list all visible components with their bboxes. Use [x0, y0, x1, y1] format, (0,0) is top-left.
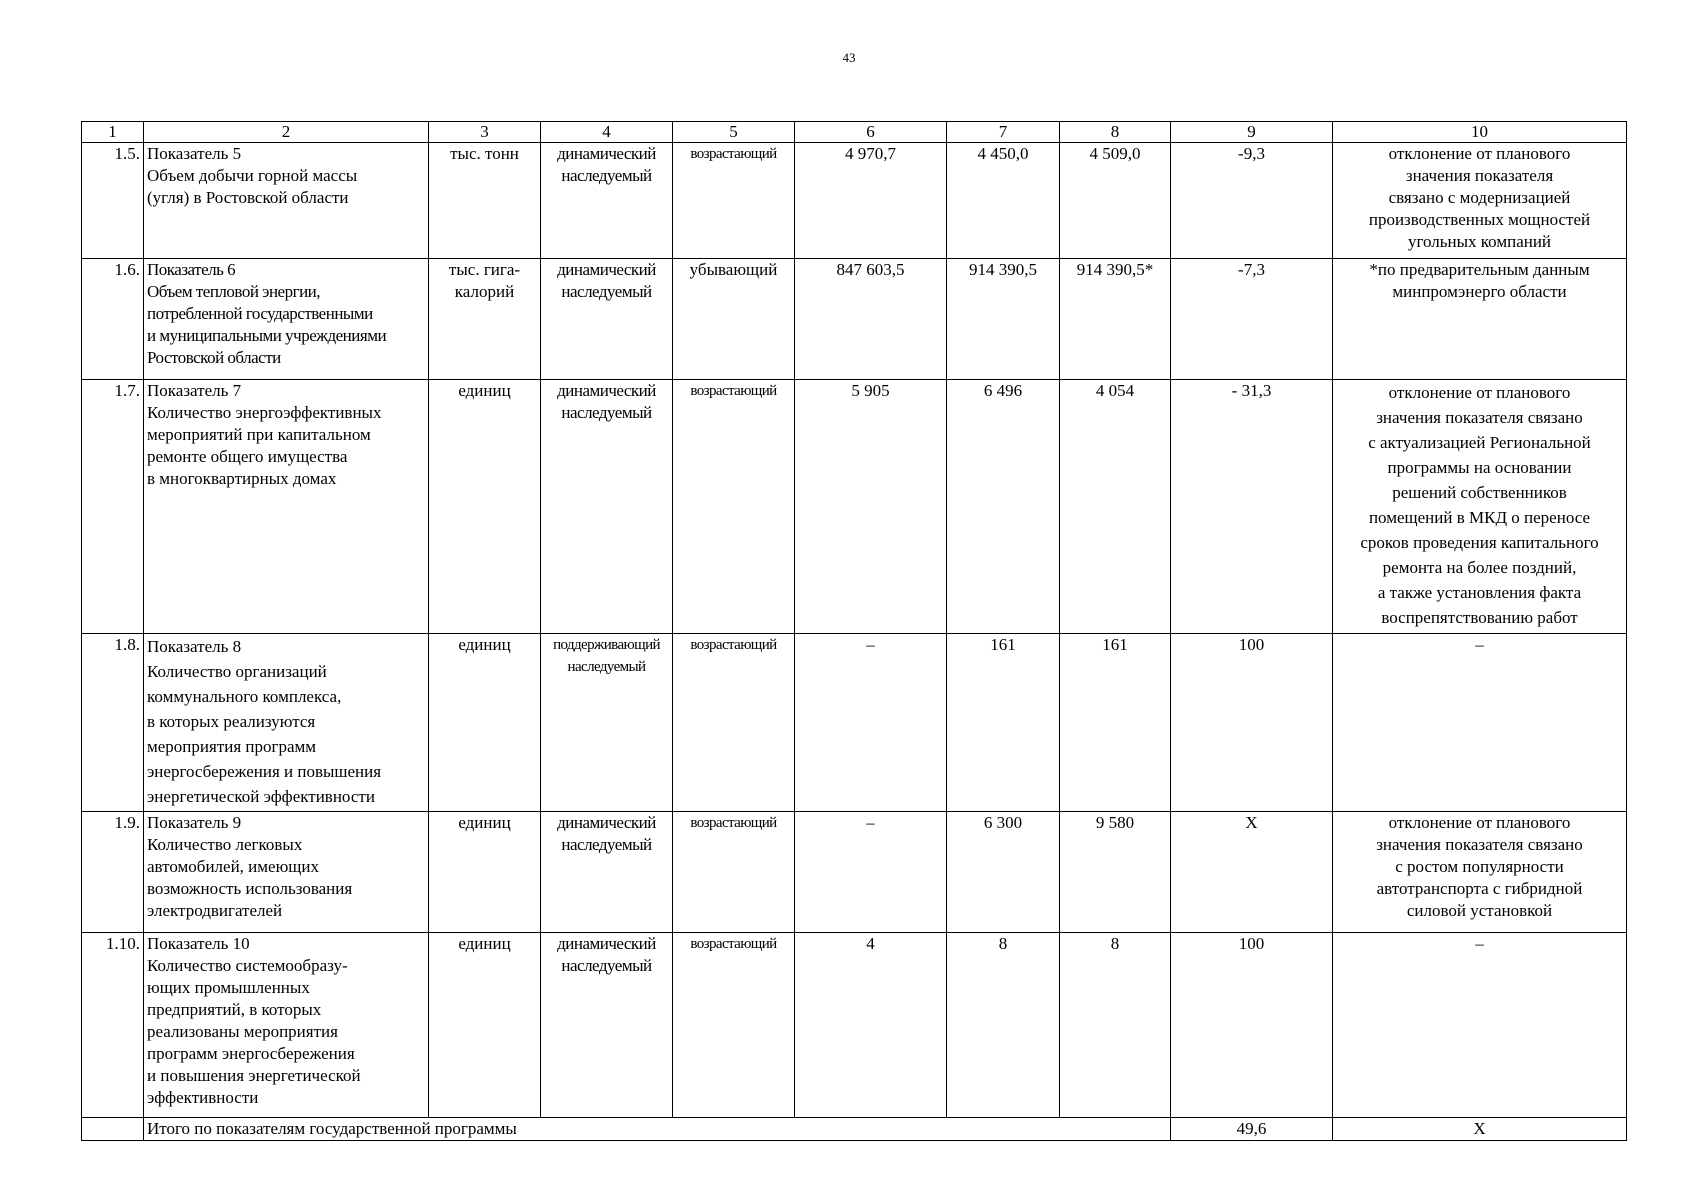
total-value: 49,6: [1171, 1118, 1333, 1141]
column-header: 9: [1171, 122, 1333, 143]
value-col6: 4: [795, 933, 947, 1118]
note-cell: отклонение от планового значения показателя связано с модернизацией производственных мощностей угольных компаний: [1333, 143, 1627, 259]
table-row: [82, 259, 1627, 380]
column-header: 7: [947, 122, 1060, 143]
value-col8: 8: [1060, 933, 1171, 1118]
unit-cell: единиц: [429, 634, 541, 812]
column-header: 2: [144, 122, 429, 143]
unit-cell: единиц: [429, 933, 541, 1118]
value-col9: -9,3: [1171, 143, 1333, 259]
row-number: 1.9.: [82, 812, 144, 933]
value-col6: –: [795, 634, 947, 812]
column-header: 1: [82, 122, 144, 143]
row-number: 1.8.: [82, 634, 144, 812]
note-cell: отклонение от планового значения показателя связано с ростом популярности автотранспорта с гибридной силовой установкой: [1333, 812, 1627, 933]
page-number: 43: [842, 50, 856, 65]
value-col6: 5 905: [795, 380, 947, 634]
indicator-name: Показатель 7 Количество энергоэффективных мероприятий при капитальном ремонте общего имущества в многоквартирных домах: [144, 380, 429, 634]
note-cell: –: [1333, 634, 1627, 812]
table-row: [82, 812, 1627, 933]
unit-cell: единиц: [429, 380, 541, 634]
indicators-table: [81, 121, 1627, 1141]
indicator-name: Показатель 6 Объем тепловой энергии, потребленной государственными и муниципальными учреждениями Ростовской области: [144, 259, 429, 380]
indicator-direction: возрастающий: [673, 933, 795, 1118]
value-col9: 100: [1171, 634, 1333, 812]
note-cell: *по предварительным данным минпромэнерго области: [1333, 259, 1627, 380]
row-number: 1.5.: [82, 143, 144, 259]
column-header: 10: [1333, 122, 1627, 143]
value-col7: 8: [947, 933, 1060, 1118]
row-number: 1.6.: [82, 259, 144, 380]
table-header-row: [82, 122, 1627, 143]
value-col9: Х: [1171, 812, 1333, 933]
indicator-type: динамический наследуемый: [541, 812, 673, 933]
value-col9: 100: [1171, 933, 1333, 1118]
value-col7: 914 390,5: [947, 259, 1060, 380]
unit-cell: тыс. гига- калорий: [429, 259, 541, 380]
value-col7: 6 300: [947, 812, 1060, 933]
indicator-direction: возрастающий: [673, 143, 795, 259]
indicator-type: динамический наследуемый: [541, 259, 673, 380]
unit-cell: тыс. тонн: [429, 143, 541, 259]
value-col8: 914 390,5*: [1060, 259, 1171, 380]
unit-cell: единиц: [429, 812, 541, 933]
row-number: 1.7.: [82, 380, 144, 634]
value-col7: 6 496: [947, 380, 1060, 634]
column-header: 4: [541, 122, 673, 143]
value-col6: 847 603,5: [795, 259, 947, 380]
value-col7: 161: [947, 634, 1060, 812]
total-label: Итого по показателям государственной программы: [144, 1118, 1171, 1141]
value-col6: 4 970,7: [795, 143, 947, 259]
indicator-direction: убывающий: [673, 259, 795, 380]
row-number: 1.10.: [82, 933, 144, 1118]
table-row: [82, 634, 1627, 812]
value-col8: 161: [1060, 634, 1171, 812]
total-row: [82, 1118, 1627, 1141]
indicator-type: динамический наследуемый: [541, 933, 673, 1118]
value-col8: 9 580: [1060, 812, 1171, 933]
value-col8: 4 054: [1060, 380, 1171, 634]
value-col9: -7,3: [1171, 259, 1333, 380]
note-cell: –: [1333, 933, 1627, 1118]
indicator-type: поддерживающий наследуемый: [541, 634, 673, 812]
total-note: Х: [1333, 1118, 1627, 1141]
indicator-name: Показатель 5 Объем добычи горной массы (угля) в Ростовской области: [144, 143, 429, 259]
indicator-name: Показатель 9 Количество легковых автомобилей, имеющих возможность использования электродвигателей: [144, 812, 429, 933]
indicator-direction: возрастающий: [673, 812, 795, 933]
note-cell: отклонение от планового значения показателя связано с актуализацией Региональной программы на основании решений собственников помещений в МКД о переносе сроков проведения капитального ремонта на более поздний, а также установления факта воспрепятствованию работ: [1333, 380, 1627, 634]
column-header: 8: [1060, 122, 1171, 143]
table-row: [82, 380, 1627, 634]
column-header: 6: [795, 122, 947, 143]
column-header: 3: [429, 122, 541, 143]
indicator-direction: возрастающий: [673, 380, 795, 634]
total-empty-cell: [82, 1118, 144, 1141]
indicator-name: Показатель 8 Количество организаций коммунального комплекса, в которых реализуются мероприятия программ энергосбережения и повышения энергетической эффективности: [144, 634, 429, 812]
table-row: [82, 143, 1627, 259]
column-header: 5: [673, 122, 795, 143]
value-col6: –: [795, 812, 947, 933]
indicator-direction: возрастающий: [673, 634, 795, 812]
indicator-name: Показатель 10 Количество системообразу- ющих промышленных предприятий, в которых реализованы мероприятия программ энергосбережения и повышения энергетической эффективности: [144, 933, 429, 1118]
indicator-type: динамический наследуемый: [541, 380, 673, 634]
value-col9: - 31,3: [1171, 380, 1333, 634]
table-row: [82, 933, 1627, 1118]
indicator-type: динамический наследуемый: [541, 143, 673, 259]
value-col7: 4 450,0: [947, 143, 1060, 259]
value-col8: 4 509,0: [1060, 143, 1171, 259]
